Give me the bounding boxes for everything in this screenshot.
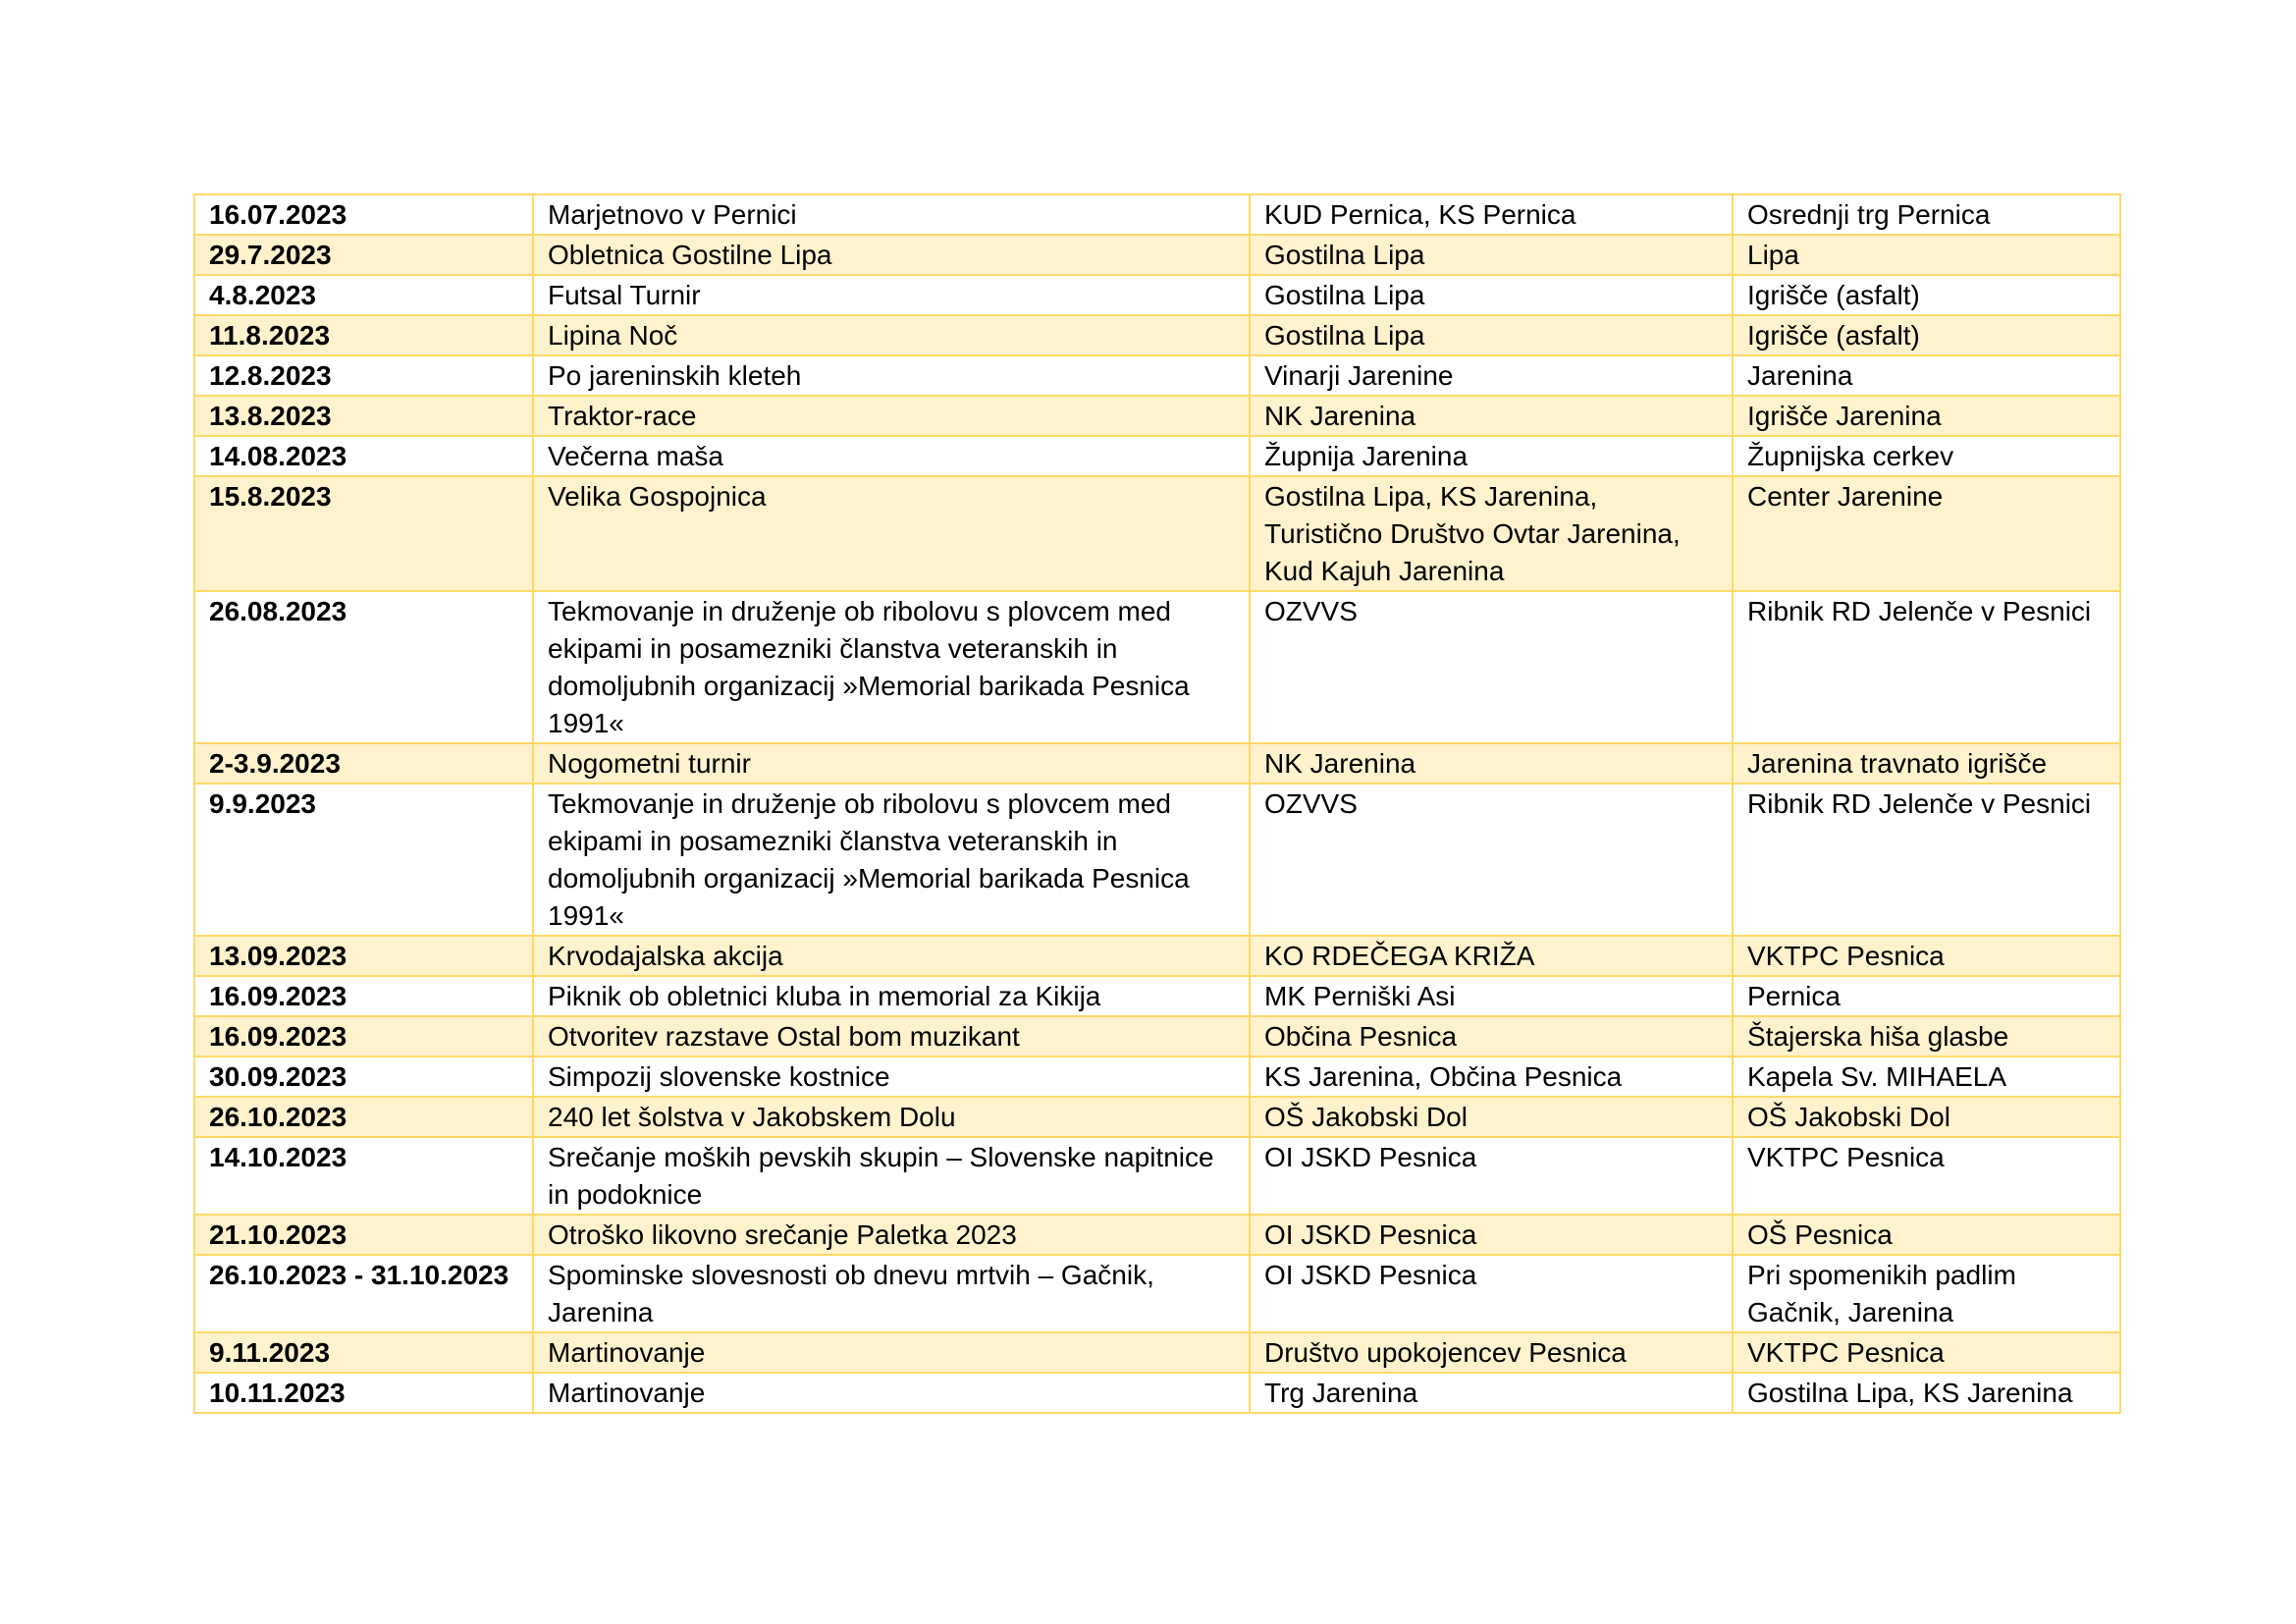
event-organizer: NK Jarenina: [1250, 743, 1733, 784]
event-location: VKTPC Pesnica: [1733, 1332, 2120, 1373]
table-row: [194, 784, 2120, 936]
event-date: 14.08.2023: [194, 436, 533, 476]
event-title: Nogometni turnir: [533, 743, 1250, 784]
event-location: Pri spomenikih padlim Gačnik, Jarenina: [1733, 1255, 2120, 1332]
event-title: Martinovanje: [533, 1332, 1250, 1373]
table-row: [194, 1332, 2120, 1373]
event-location: Osrednji trg Pernica: [1733, 194, 2120, 235]
event-date: 26.08.2023: [194, 591, 533, 743]
event-location: VKTPC Pesnica: [1733, 936, 2120, 976]
table-row: [194, 743, 2120, 784]
event-date: 9.9.2023: [194, 784, 533, 936]
event-date: 4.8.2023: [194, 275, 533, 315]
table-row: [194, 976, 2120, 1016]
event-title: Lipina Noč: [533, 315, 1250, 355]
event-title: Piknik ob obletnici kluba in memorial za Kikija: [533, 976, 1250, 1016]
event-title: 240 let šolstva v Jakobskem Dolu: [533, 1097, 1250, 1137]
event-title: Futsal Turnir: [533, 275, 1250, 315]
table-row: [194, 396, 2120, 436]
event-location: Ribnik RD Jelenče v Pesnici: [1733, 784, 2120, 936]
event-date: 26.10.2023 - 31.10.2023: [194, 1255, 533, 1332]
table-row: [194, 355, 2120, 396]
event-date: 29.7.2023: [194, 235, 533, 275]
event-title: Otroško likovno srečanje Paletka 2023: [533, 1215, 1250, 1255]
event-organizer: Trg Jarenina: [1250, 1373, 1733, 1413]
event-date: 11.8.2023: [194, 315, 533, 355]
events-table: [193, 193, 2121, 1414]
event-organizer: OZVVS: [1250, 591, 1733, 743]
event-location: Štajerska hiša glasbe: [1733, 1016, 2120, 1056]
event-organizer: OI JSKD Pesnica: [1250, 1215, 1733, 1255]
table-row: [194, 1097, 2120, 1137]
event-date: 21.10.2023: [194, 1215, 533, 1255]
event-date: 13.8.2023: [194, 396, 533, 436]
event-location: Igrišče (asfalt): [1733, 315, 2120, 355]
event-organizer: Župnija Jarenina: [1250, 436, 1733, 476]
event-organizer: NK Jarenina: [1250, 396, 1733, 436]
event-date: 30.09.2023: [194, 1056, 533, 1097]
event-organizer: MK Perniški Asi: [1250, 976, 1733, 1016]
event-location: Pernica: [1733, 976, 2120, 1016]
event-organizer: Gostilna Lipa: [1250, 235, 1733, 275]
event-organizer: KO RDEČEGA KRIŽA: [1250, 936, 1733, 976]
event-date: 15.8.2023: [194, 476, 533, 591]
event-organizer: Občina Pesnica: [1250, 1016, 1733, 1056]
event-organizer: KUD Pernica, KS Pernica: [1250, 194, 1733, 235]
event-organizer: OŠ Jakobski Dol: [1250, 1097, 1733, 1137]
event-title: Tekmovanje in druženje ob ribolovu s plovcem med ekipami in posamezniki članstva veteranskih in domoljubnih organizacij »Memorial barikada Pesnica 1991«: [533, 591, 1250, 743]
table-row: [194, 591, 2120, 743]
event-organizer: OI JSKD Pesnica: [1250, 1137, 1733, 1215]
event-title: Obletnica Gostilne Lipa: [533, 235, 1250, 275]
event-title: Spominske slovesnosti ob dnevu mrtvih – Gačnik, Jarenina: [533, 1255, 1250, 1332]
table-row: [194, 1255, 2120, 1332]
event-location: Župnijska cerkev: [1733, 436, 2120, 476]
event-title: Velika Gospojnica: [533, 476, 1250, 591]
event-organizer: Društvo upokojencev Pesnica: [1250, 1332, 1733, 1373]
table-row: [194, 1016, 2120, 1056]
event-location: Igrišče Jarenina: [1733, 396, 2120, 436]
event-organizer: KS Jarenina, Občina Pesnica: [1250, 1056, 1733, 1097]
table-row: [194, 476, 2120, 591]
events-table-body: [194, 194, 2120, 1413]
event-date: 13.09.2023: [194, 936, 533, 976]
event-location: OŠ Pesnica: [1733, 1215, 2120, 1255]
event-organizer: Gostilna Lipa: [1250, 315, 1733, 355]
event-title: Otvoritev razstave Ostal bom muzikant: [533, 1016, 1250, 1056]
event-organizer: Gostilna Lipa, KS Jarenina, Turistično Društvo Ovtar Jarenina, Kud Kajuh Jarenina: [1250, 476, 1733, 591]
event-title: Krvodajalska akcija: [533, 936, 1250, 976]
event-date: 26.10.2023: [194, 1097, 533, 1137]
event-location: VKTPC Pesnica: [1733, 1137, 2120, 1215]
event-location: OŠ Jakobski Dol: [1733, 1097, 2120, 1137]
event-location: Jarenina: [1733, 355, 2120, 396]
event-title: Simpozij slovenske kostnice: [533, 1056, 1250, 1097]
table-row: [194, 1137, 2120, 1215]
event-date: 9.11.2023: [194, 1332, 533, 1373]
event-location: Jarenina travnato igrišče: [1733, 743, 2120, 784]
event-title: Martinovanje: [533, 1373, 1250, 1413]
event-title: Tekmovanje in druženje ob ribolovu s plovcem med ekipami in posamezniki članstva veteranskih in domoljubnih organizacij »Memorial barikada Pesnica 1991«: [533, 784, 1250, 936]
event-organizer: OI JSKD Pesnica: [1250, 1255, 1733, 1332]
table-row: [194, 1056, 2120, 1097]
event-title: Traktor-race: [533, 396, 1250, 436]
event-title: Marjetnovo v Pernici: [533, 194, 1250, 235]
table-row: [194, 315, 2120, 355]
event-date: 2-3.9.2023: [194, 743, 533, 784]
table-row: [194, 1373, 2120, 1413]
event-location: Ribnik RD Jelenče v Pesnici: [1733, 591, 2120, 743]
table-row: [194, 1215, 2120, 1255]
event-location: Igrišče (asfalt): [1733, 275, 2120, 315]
event-title: Večerna maša: [533, 436, 1250, 476]
table-row: [194, 275, 2120, 315]
event-location: Center Jarenine: [1733, 476, 2120, 591]
table-row: [194, 936, 2120, 976]
event-location: Gostilna Lipa, KS Jarenina: [1733, 1373, 2120, 1413]
event-date: 16.07.2023: [194, 194, 533, 235]
event-organizer: Gostilna Lipa: [1250, 275, 1733, 315]
event-organizer: Vinarji Jarenine: [1250, 355, 1733, 396]
event-date: 16.09.2023: [194, 1016, 533, 1056]
table-row: [194, 436, 2120, 476]
event-organizer: OZVVS: [1250, 784, 1733, 936]
event-date: 14.10.2023: [194, 1137, 533, 1215]
event-title: Po jareninskih kleteh: [533, 355, 1250, 396]
event-date: 16.09.2023: [194, 976, 533, 1016]
table-row: [194, 194, 2120, 235]
event-location: Kapela Sv. MIHAELA: [1733, 1056, 2120, 1097]
event-date: 12.8.2023: [194, 355, 533, 396]
table-row: [194, 235, 2120, 275]
event-date: 10.11.2023: [194, 1373, 533, 1413]
event-location: Lipa: [1733, 235, 2120, 275]
event-title: Srečanje moških pevskih skupin – Slovenske napitnice in podoknice: [533, 1137, 1250, 1215]
